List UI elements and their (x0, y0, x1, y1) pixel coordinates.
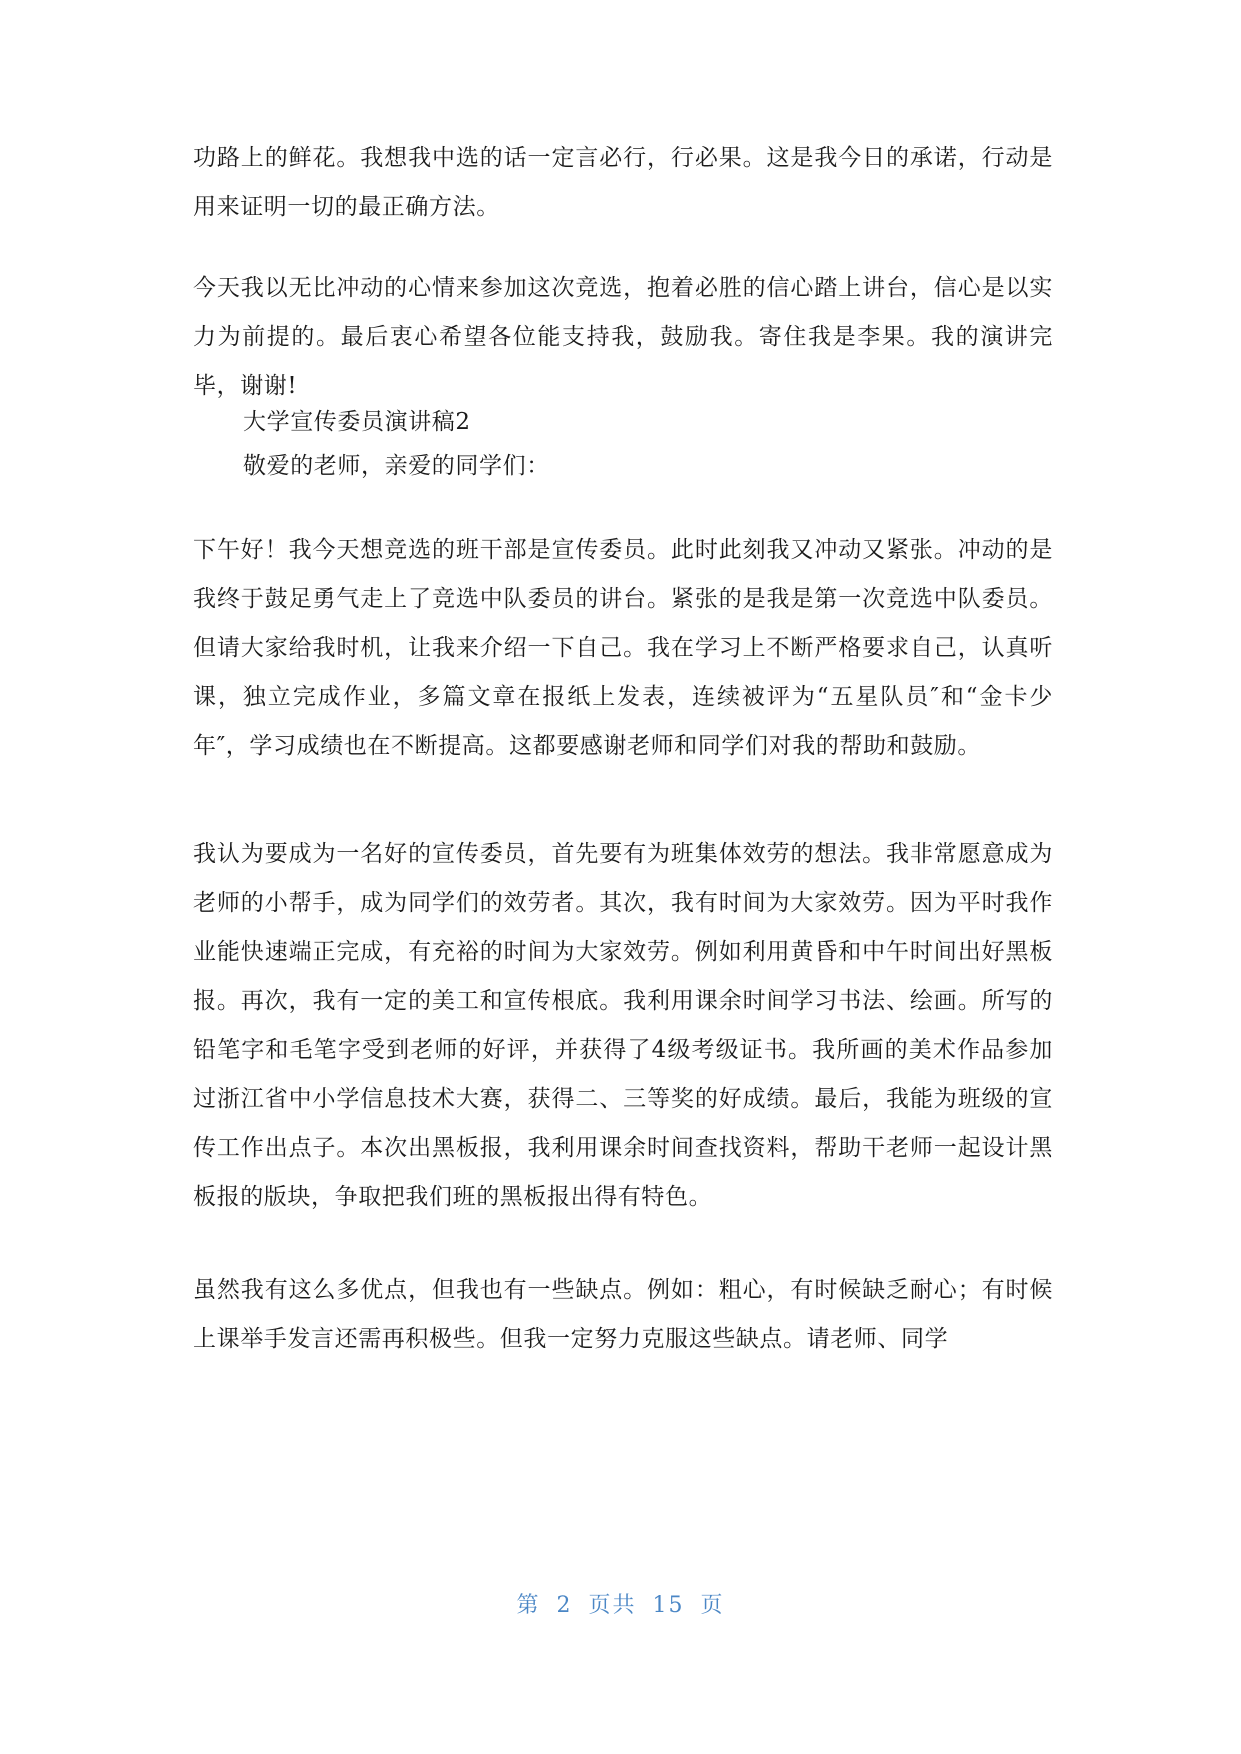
footer-label-of: 页共 (588, 1593, 637, 1618)
footer-current-page: 2 (556, 1593, 573, 1618)
section-heading: 大学宣传委员演讲稿2 (243, 409, 471, 435)
footer-total-pages: 15 (652, 1593, 685, 1618)
footer-label-end: 页 (700, 1593, 725, 1618)
paragraph-3: 下午好！我今天想竞选的班干部是宣传委员。此时此刻我又冲动又紧张。冲动的是我终于鼓足勇气走上了竞选中队委员的讲台。紧张的是我是第一次竞选中队委员。但请大家给我时机，让我来介绍一下自己。我在学习上不断严格要求自己，认真听课，独立完成作业，多篇文章在报纸上发表，连续被评为“五星队员″和“金卡少年″，学习成绩也在不断提高。这都要感谢老师和同学们对我的帮助和鼓励。 (193, 537, 1053, 759)
paragraph-5: 虽然我有这么多优点，但我也有一些缺点。例如：粗心，有时候缺乏耐心；有时候上课举手发言还需再积极些。但我一定努力克服这些缺点。请老师、同学 (193, 1277, 1053, 1352)
footer-label-page: 第 (516, 1593, 541, 1618)
paragraph-2: 今天我以无比冲动的心情来参加这次竞选，抱着必胜的信心踏上讲台，信心是以实力为前提的。最后衷心希望各位能支持我，鼓励我。寄住我是李果。我的演讲完毕，谢谢! (193, 275, 1053, 399)
page-footer (0, 1588, 1241, 1619)
paragraph-4: 我认为要成为一名好的宣传委员，首先要有为班集体效劳的想法。我非常愿意成为老师的小帮手，成为同学们的效劳者。其次，我有时间为大家效劳。因为平时我作业能快速端正完成，有充裕的时间为大家效劳。例如利用黄昏和中午时间出好黑板报。再次，我有一定的美工和宣传根底。我利用课余时间学习书法、绘画。所写的铅笔字和毛笔字受到老师的好评，并获得了4级考级证书。我所画的美术作品参加过浙江省中小学信息技术大赛，获得二、三等奖的好成绩。最后，我能为班级的宣传工作出点子。本次出黑板报，我利用课余时间查找资料，帮助干老师一起设计黑板报的版块，争取把我们班的黑板报出得有特色。 (193, 841, 1053, 1210)
paragraph-1: 功路上的鲜花。我想我中选的话一定言必行，行必果。这是我今日的承诺，行动是用来证明一切的最正确方法。 (193, 145, 1053, 220)
salutation: 敬爱的老师，亲爱的同学们： (243, 453, 550, 479)
